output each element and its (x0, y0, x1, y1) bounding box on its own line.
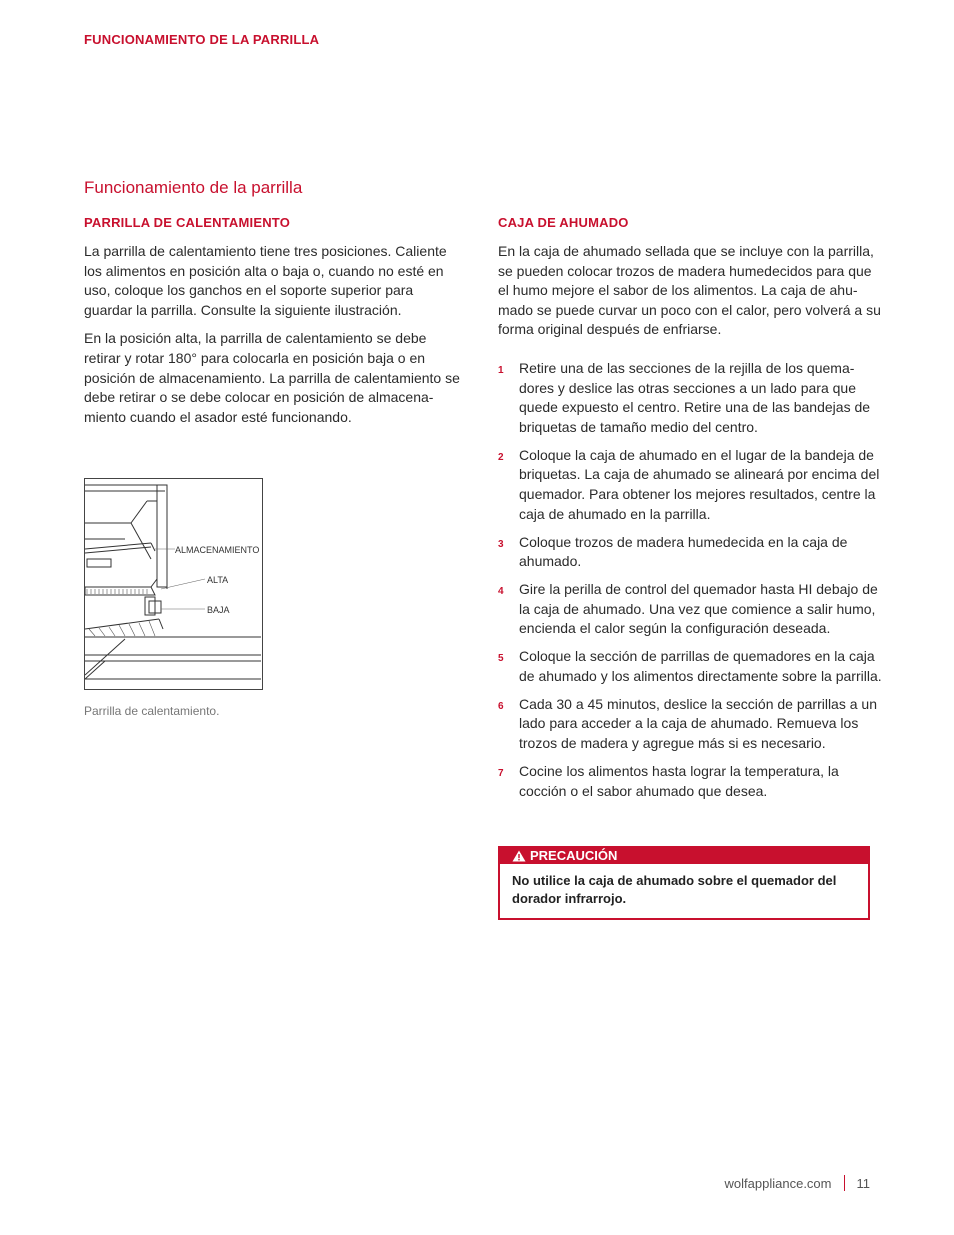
warming-rack-figure (84, 478, 263, 690)
step-number: 6 (498, 700, 504, 712)
step-number: 2 (498, 451, 504, 463)
high-label: ALTA (207, 575, 229, 585)
step-text: Cada 30 a 45 minutos, deslice la sección de parrillas a un lado para acceder a la caja de ahumado. Remueva los trozos de madera y agregue más si es necesario. (519, 695, 877, 752)
running-head: FUNCIONAMIENTO DE LA PARRILLA (84, 32, 320, 47)
warming-rack-illustration (85, 479, 262, 689)
step-text: Coloque trozos de madera humedecida en la caja de ahumado. (519, 533, 848, 570)
steps-list (498, 359, 882, 801)
list-item (498, 533, 882, 572)
footer-separator (844, 1175, 845, 1191)
caution-box (498, 846, 870, 920)
page-footer (725, 1175, 870, 1191)
low-label: BAJA (207, 605, 230, 615)
page-number: 11 (856, 1175, 870, 1191)
smoker-box-subhead: CAJA DE AHUMADO (498, 215, 629, 230)
storage-label: ALMACENAMIENTO (175, 545, 260, 555)
step-number: 4 (498, 586, 504, 598)
caution-title: PRECAUCIÓN (530, 848, 618, 863)
list-item (498, 446, 882, 524)
right-column (498, 215, 882, 810)
list-item (498, 762, 882, 801)
step-text: Coloque la sección de parrillas de quemadores en la caja de ahumado y los alimentos directamente sobre la parrilla. (519, 648, 882, 684)
left-column (84, 215, 462, 436)
list-item (498, 695, 882, 754)
step-number: 1 (498, 364, 504, 376)
list-item (498, 359, 882, 437)
step-text: Cocine los alimentos hasta lograr la temperatura, la cocción o el sabor ahumado que desea. (519, 763, 839, 799)
list-item (498, 580, 882, 639)
paragraph: En la posición alta, la parrilla de calentamiento se debe retirar y rotar 180° para colocarla en posición baja o en posición de almacenamiento. La parrilla de calentamiento se debe retirar o se debe colocar en posición de almacena-miento cuando el asador esté funcionando. (84, 330, 460, 425)
step-text: Retire una de las secciones de la rejilla de los quema-dores y deslice las otras secciones a un lado para que quede expuesto el centro. Retire una de las bandejas de briquetas de tamaño medio del centro. (519, 359, 871, 435)
figure-caption: Parrilla de calentamiento. (84, 704, 220, 718)
smoker-box-intro: En la caja de ahumado sellada que se incluye con la parrilla, se pueden colocar trozos de madera humedecidos para que el humo mejore el sabor de los alimentos. La caja de ahu-mado se puede curvar un poco con el calor, pero volverá a su forma original después de enfriarse. (498, 243, 881, 338)
paragraph: La parrilla de calentamiento tiene tres posiciones. Caliente los alimentos en posición alta o baja o, cuando no esté en uso, coloque los ganchos en el soporte superior para guardar la parrilla. Consulte la siguiente ilustración. (84, 243, 447, 318)
step-number: 5 (498, 653, 504, 665)
caution-header (500, 848, 868, 864)
step-number: 3 (498, 538, 504, 550)
section-title: Funcionamiento de la parrilla (84, 178, 303, 197)
caution-text: No utilice la caja de ahumado sobre el quemador del dorador infrarrojo. (512, 873, 837, 906)
step-text: Gire la perilla de control del quemador hasta HI debajo de la caja de ahumado. Una vez que comience a salir humo, encienda el calor según la configuración deseada. (519, 581, 878, 637)
warming-rack-subhead: PARRILLA DE CALENTAMIENTO (84, 215, 291, 230)
list-item (498, 647, 882, 686)
step-number: 7 (498, 768, 504, 779)
step-text: Coloque la caja de ahumado en el lugar de la bandeja de briquetas. La caja de ahumado se alineará por encima del quemador. Para obtener los mejores resultados, centre la caja de ahumado en la parrilla. (519, 446, 880, 522)
warning-triangle-icon (512, 850, 526, 862)
footer-site: wolfappliance.com (724, 1175, 832, 1191)
